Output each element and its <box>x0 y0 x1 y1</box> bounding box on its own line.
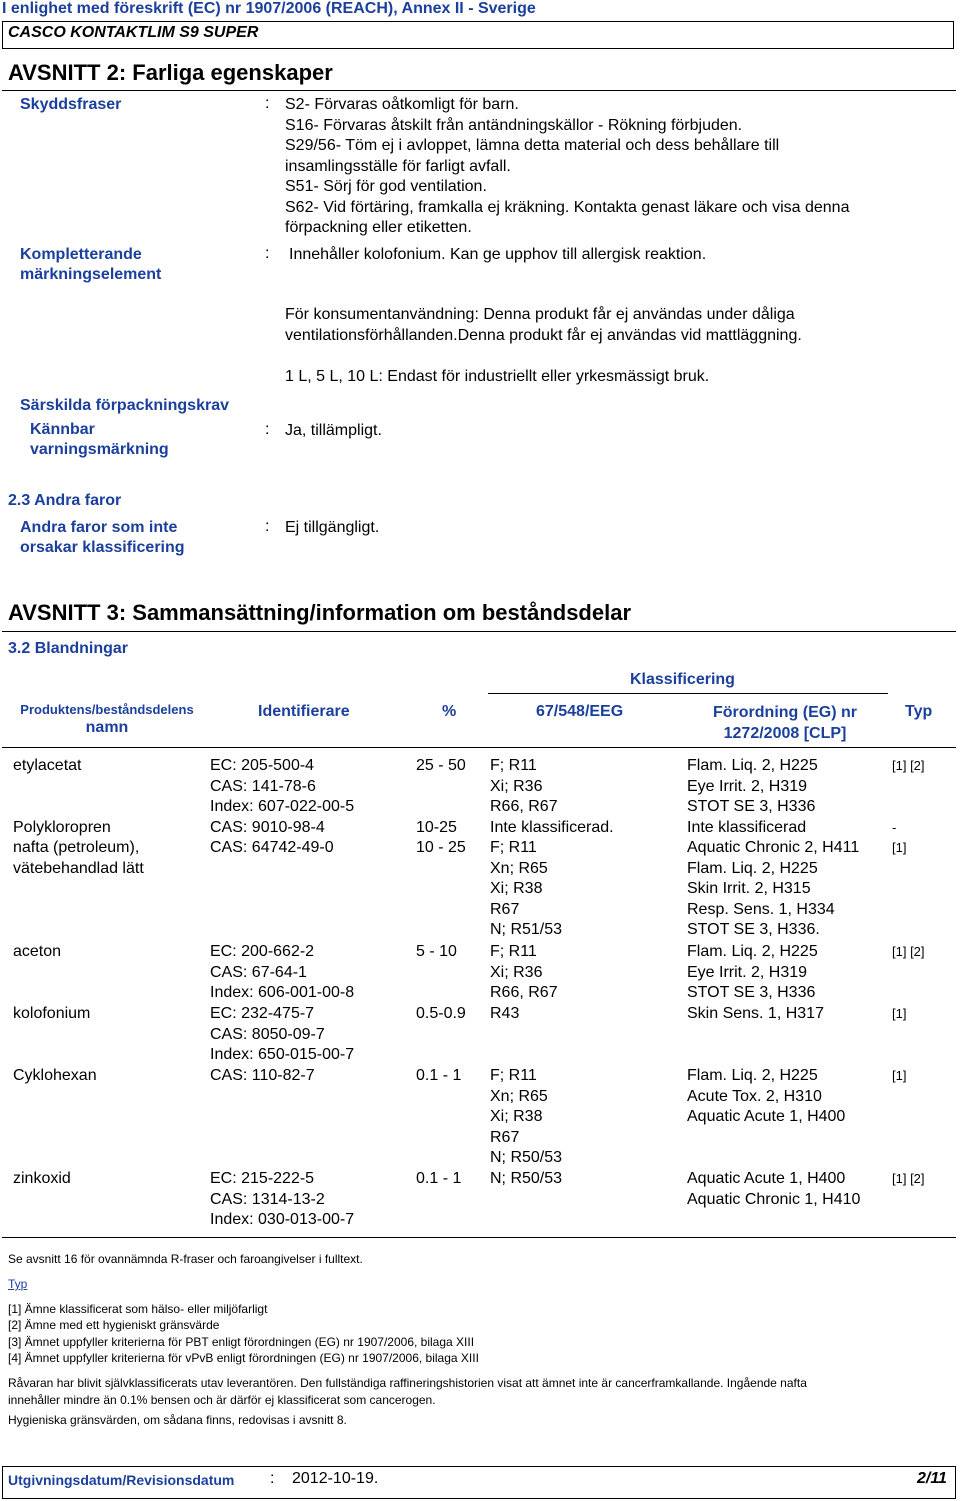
skyddsfraser-colon: : <box>265 95 270 112</box>
andra-faror-colon: : <box>265 518 270 535</box>
cell-name: nafta (petroleum), vätebehandlad lätt <box>13 839 144 877</box>
cell-typ: [1] [2] <box>892 944 925 959</box>
cell-identifier: CAS: 110-82-7 <box>210 1067 315 1084</box>
cell-clp: Aquatic Acute 1, H400 Aquatic Chronic 1, H410 <box>687 1170 861 1208</box>
section-3-rule <box>2 631 956 632</box>
col-header-name-2: namn <box>85 719 129 736</box>
footer-date: 2012-10-19. <box>292 1470 379 1487</box>
blandningar-subtitle: 3.2 Blandningar <box>8 640 129 657</box>
table-bottom-rule <box>2 1237 956 1238</box>
note-hygieniska: Hygieniska gränsvärden, om sådana finns, redovisas i avsnitt 8. <box>8 1413 347 1427</box>
cell-typ: [1] <box>892 1068 907 1083</box>
note-typ-title: Typ <box>8 1277 28 1291</box>
col-header-67-548: 67/548/EEG <box>536 703 624 720</box>
document-header-title: I enlighet med föreskrift (EC) nr 1907/2006 (REACH), Annex II - Sverige <box>2 0 536 17</box>
col-header-percent: % <box>442 703 457 720</box>
footer-page-number: 2/11 <box>917 1470 947 1487</box>
cell-67-548: F; R11 Xn; R65 Xi; R38 R67 N; R50/53 <box>490 1067 563 1166</box>
footer-label: Utgivningsdatum/Revisionsdatum <box>8 1472 235 1488</box>
section-2-rule <box>2 90 956 91</box>
col-header-clp: Förordning (EG) nr 1272/2008 [CLP] <box>713 704 857 742</box>
cell-67-548: Inte klassificerad. <box>490 819 614 836</box>
col-header-identifierare: Identifierare <box>258 703 350 720</box>
cell-name: zinkoxid <box>13 1170 71 1187</box>
note-typ-1: [1] Ämne klassificerat som hälso- eller miljöfarligt <box>8 1302 268 1316</box>
cell-clp: Aquatic Chronic 2, H411 Flam. Liq. 2, H225 Skin Irrit. 2, H315 Resp. Sens. 1, H334 STOT SE 3, H336. <box>687 839 860 938</box>
kompletterande-value-1: Innehåller kolofonium. Kan ge upphov till allergisk reaktion. <box>289 246 707 263</box>
kannbar-colon: : <box>265 421 270 438</box>
kompletterande-label: Kompletterande märkningselement <box>20 246 162 283</box>
cell-percent: 10-25 <box>416 819 457 836</box>
cell-typ: [1] [2] <box>892 1171 925 1186</box>
product-name: CASCO KONTAKTLIM S9 SUPER <box>8 24 259 41</box>
note-typ-3: [3] Ämnet uppfyller kriterierna för PBT enligt förordningen (EG) nr 1907/2006, bilaga XIII <box>8 1335 475 1349</box>
cell-typ: [1] [2] <box>892 758 925 773</box>
cell-percent: 5 - 10 <box>416 943 457 960</box>
cell-67-548: N; R50/53 <box>490 1170 563 1187</box>
cell-percent: 0.5-0.9 <box>416 1005 466 1022</box>
cell-identifier: EC: 205-500-4 CAS: 141-78-6 Index: 607-022-00-5 <box>210 757 355 815</box>
kompletterande-colon: : <box>265 245 270 262</box>
section-2-title: AVSNITT 2: Farliga egenskaper <box>8 60 333 85</box>
col-header-typ: Typ <box>905 703 933 720</box>
cell-clp: Flam. Liq. 2, H225 Eye Irrit. 2, H319 STOT SE 3, H336 <box>687 757 818 815</box>
cell-clp: Skin Sens. 1, H317 <box>687 1005 824 1022</box>
cell-identifier: EC: 232-475-7 CAS: 8050-09-7 Index: 650-015-00-7 <box>210 1005 355 1063</box>
cell-clp: Flam. Liq. 2, H225 Eye Irrit. 2, H319 STOT SE 3, H336 <box>687 943 818 1001</box>
cell-percent: 10 - 25 <box>416 839 466 856</box>
note-typ-2: [2] Ämne med ett hygieniskt gränsvärde <box>8 1318 220 1332</box>
table-header-rule <box>2 747 956 748</box>
cell-identifier: CAS: 9010-98-4 <box>210 819 325 836</box>
cell-identifier: EC: 200-662-2 CAS: 67-64-1 Index: 606-001-00-8 <box>210 943 355 1001</box>
cell-name: Cyklohexan <box>13 1067 97 1084</box>
cell-typ: [1] <box>892 840 907 855</box>
cell-67-548: F; R11 Xn; R65 Xi; R38 R67 N; R51/53 <box>490 839 563 938</box>
skyddsfraser-value: S2- Förvaras oåtkomligt för barn. S16- Förvaras åtskilt från antändningskällor - Rökning förbjuden. S29/56- Töm ej i avloppet, lämna detta material och dess behållare till insamlingsställe för farligt avfall. S51- Sörj för god ventilation. S62- Vid förtäring, framkalla ej kräkning. Kontakta genast läkare och visa denna förpackning eller etiketten. <box>285 96 850 236</box>
andra-faror-title: 2.3 Andra faror <box>8 492 122 509</box>
section-3-title: AVSNITT 3: Sammansättning/information om beståndsdelar <box>8 600 632 625</box>
cell-name: aceton <box>13 943 62 960</box>
skyddsfraser-label: Skyddsfraser <box>20 96 122 113</box>
cell-typ: [1] <box>892 1006 907 1021</box>
cell-clp: Inte klassificerad <box>687 819 807 836</box>
kannbar-varningsmarkning-label: Kännbar varningsmärkning <box>30 421 169 458</box>
cell-name: kolofonium <box>13 1005 91 1022</box>
note-ravaran: Råvaran har blivit självklassificerats utav leverantören. Den fullständiga raffineringshistorien visat att ämnet inte är cancerframkallande. Ingående nafta innehåller mindre än 0.1% bensen och är därför ej klassificerat som cancerogen. <box>8 1376 807 1407</box>
cell-percent: 0.1 - 1 <box>416 1067 462 1084</box>
cell-identifier: CAS: 64742-49-0 <box>210 839 334 856</box>
klassificering-underline <box>488 693 888 694</box>
klassificering-header: Klassificering <box>630 671 735 688</box>
cell-clp: Flam. Liq. 2, H225 Acute Tox. 2, H310 Aquatic Acute 1, H400 <box>687 1067 846 1125</box>
footer-colon: : <box>270 1470 275 1487</box>
kompletterande-value-2: För konsumentanvändning: Denna produkt får ej användas under dåliga ventilationsförhållanden.Denna produkt får ej användas vid mattläggning. <box>285 306 802 344</box>
cell-name: etylacetat <box>13 757 82 774</box>
kompletterande-value-3: 1 L, 5 L, 10 L: Endast för industriellt eller yrkesmässigt bruk. <box>285 368 710 385</box>
cell-percent: 0.1 - 1 <box>416 1170 462 1187</box>
andra-faror-value: Ej tillgängligt. <box>285 519 380 536</box>
kannbar-value: Ja, tillämpligt. <box>285 422 382 439</box>
cell-typ: - <box>892 820 897 835</box>
cell-percent: 25 - 50 <box>416 757 466 774</box>
cell-67-548: F; R11 Xi; R36 R66, R67 <box>490 943 558 1001</box>
cell-67-548: R43 <box>490 1005 520 1022</box>
sarskilda-forpackningskrav-label: Särskilda förpackningskrav <box>20 397 229 414</box>
cell-67-548: F; R11 Xi; R36 R66, R67 <box>490 757 558 815</box>
cell-identifier: EC: 215-222-5 CAS: 1314-13-2 Index: 030-013-00-7 <box>210 1170 355 1228</box>
note-typ-4: [4] Ämnet uppfyller kriterierna för vPvB enligt förordningen (EG) nr 1907/2006, bilaga XIII <box>8 1351 479 1365</box>
col-header-name: Produktens/beståndsdelens <box>20 702 194 717</box>
note-see-section-16: Se avsnitt 16 för ovannämnda R-fraser och faroangivelser i fulltext. <box>8 1252 363 1266</box>
andra-faror-label: Andra faror som inte orsakar klassificering <box>20 519 185 556</box>
cell-name: Polykloropren <box>13 819 111 836</box>
